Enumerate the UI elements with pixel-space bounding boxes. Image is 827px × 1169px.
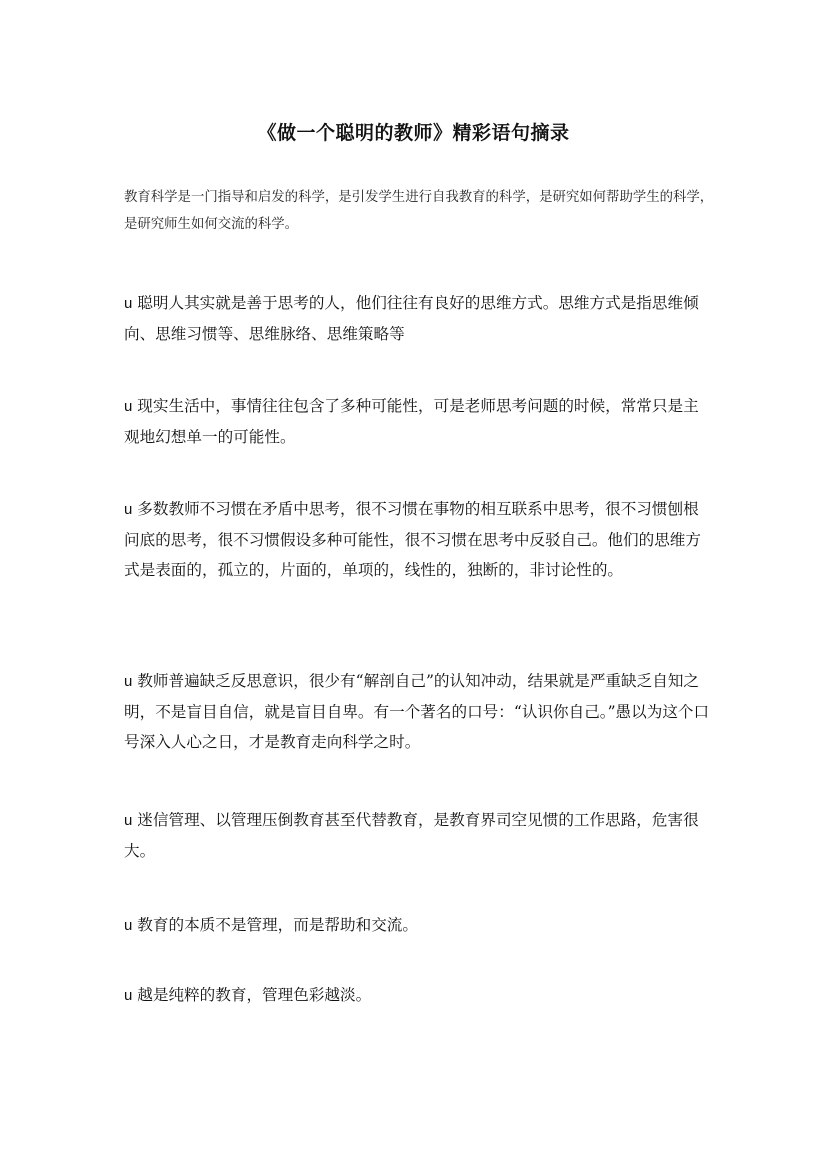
- bullet-marker: u: [124, 673, 133, 690]
- quote-text: 越是纯粹的教育，管理色彩越淡。: [132, 986, 372, 1004]
- quote-paragraph-4: [124, 666, 714, 757]
- quote-text: 现实生活中，事情往往包含了多种可能性，可是老师思考问题的时候，常常只是主观地幻想单一的可能性。: [124, 397, 699, 446]
- bullet-marker: u: [124, 398, 133, 415]
- quote-paragraph-1: [124, 288, 714, 349]
- quote-text: 教育的本质不是管理，而是帮助和交流。: [132, 916, 418, 934]
- quote-paragraph-5: [124, 805, 714, 866]
- quote-paragraph-7: [124, 980, 714, 1011]
- intro-paragraph: 教育科学是一门指导和启发的科学，是引发学生进行自我教育的科学，是研究如何帮助学生的科学，是研究师生如何交流的科学。: [124, 190, 714, 232]
- bullet-marker: u: [124, 812, 133, 829]
- bullet-marker: u: [124, 295, 133, 312]
- bullet-marker: u: [124, 501, 133, 518]
- bullet-marker: u: [124, 917, 133, 934]
- quote-paragraph-2: [124, 391, 714, 452]
- quote-text: 聪明人其实就是善于思考的人，他们往往有良好的思维方式。思维方式是指思维倾向、思维习惯等、思维脉络、思维策略等: [124, 294, 699, 343]
- quote-paragraph-3: [124, 494, 714, 585]
- quote-text: 迷信管理、以管理压倒教育甚至代替教育，是教育界司空见惯的工作思路，危害很大。: [124, 811, 699, 860]
- document-title: 《做一个聪明的教师》精彩语句摘录: [257, 122, 570, 144]
- quote-text: 教师普遍缺乏反思意识，很少有“解剖自己”的认知冲动，结果就是严重缺乏自知之明，不是盲目自信，就是盲目自卑。有一个著名的口号：“认识你自己。”愚以为这个口号深入人心之日，才是教育走向科学之时。: [124, 672, 710, 751]
- bullet-marker: u: [124, 987, 133, 1004]
- quote-paragraph-6: [124, 910, 714, 941]
- quote-text: 多数教师不习惯在矛盾中思考，很不习惯在事物的相互联系中思考，很不习惯刨根问底的思考，很不习惯假设多种可能性，很不习惯在思考中反驳自己。他们的思维方式是表面的，孤立的，片面的，单项的，线性的，独断的，非讨论性的。: [124, 500, 701, 579]
